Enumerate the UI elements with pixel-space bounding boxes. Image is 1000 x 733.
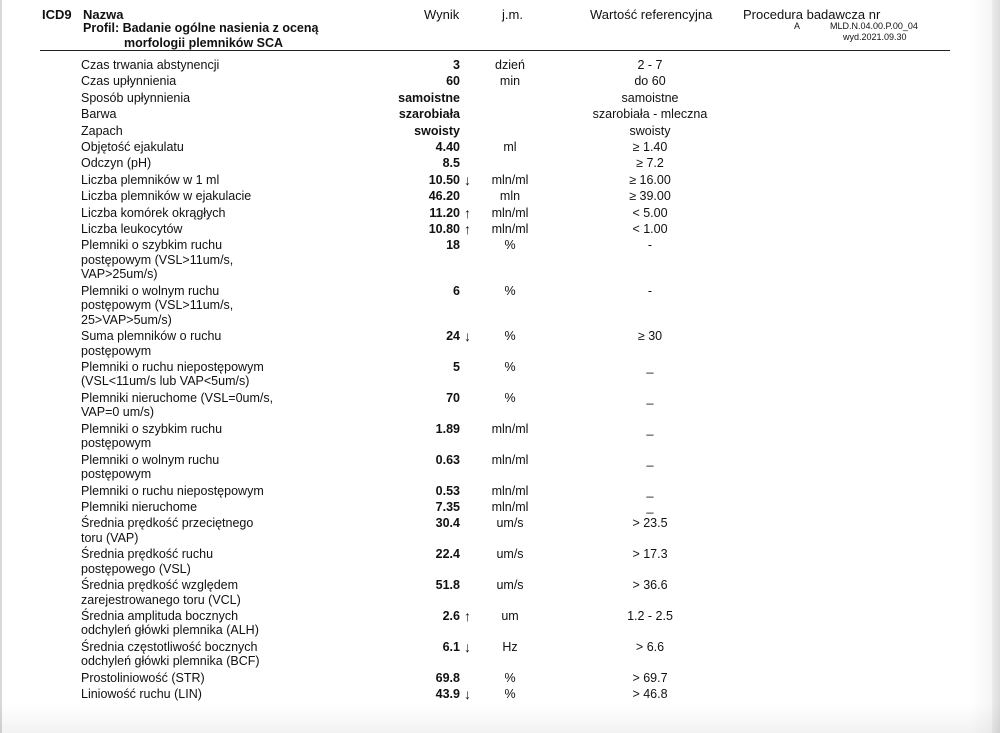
result-name	[81, 238, 311, 282]
result-unit: %	[504, 283, 516, 298]
result-value: 18	[446, 238, 460, 253]
results-table	[0, 58, 1000, 704]
arrow-up-icon: ↑	[464, 204, 471, 221]
result-name-line: postępowym	[81, 343, 152, 358]
result-reference: szarobiała - mleczna	[592, 107, 708, 122]
result-value: 69.8	[435, 670, 460, 685]
result-name	[81, 453, 311, 482]
result-name-line: Czas trwania abstynencji	[81, 58, 220, 72]
result-value: 70	[446, 390, 460, 405]
result-unit: %	[504, 670, 516, 685]
result-unit: mln/ml	[491, 172, 529, 187]
result-name-line: Plemniki o wolnym ruchu	[81, 452, 220, 467]
result-reference: _	[646, 421, 654, 436]
result-name-line: postępowym (VSL>11um/s,	[81, 298, 234, 313]
arrow-down-icon: ↓	[464, 171, 471, 188]
procedure-a: A	[794, 21, 801, 31]
result-value: szarobiała	[398, 107, 460, 122]
result-name	[81, 222, 311, 237]
result-value: 10.80	[428, 221, 460, 236]
result-name-line: Prostoliniowość (STR)	[81, 670, 205, 685]
arrow-up-icon: ↑	[464, 220, 471, 237]
result-unit: mln/ml	[491, 483, 529, 498]
result-reference: ≥ 39.00	[629, 189, 671, 204]
result-name	[81, 484, 311, 499]
result-name-line: Objętość ejakulatu	[81, 139, 184, 154]
result-unit: um/s	[496, 516, 524, 531]
result-name	[81, 329, 311, 358]
result-name-line: Liczba komórek okrągłych	[81, 205, 226, 220]
result-name-line: Plemniki nieruchome	[81, 499, 198, 514]
result-row	[0, 156, 1000, 172]
result-reference: < 5.00	[632, 205, 668, 220]
result-value: 10.50	[428, 172, 460, 187]
result-unit: mln/ml	[491, 205, 529, 220]
result-unit: dzień	[495, 58, 525, 72]
result-reference: > 23.5	[632, 516, 668, 531]
result-name	[81, 107, 311, 122]
result-name	[81, 640, 311, 669]
header-reference: Wartość referencyjna	[590, 7, 713, 22]
result-reference: 1.2 - 2.5	[627, 608, 673, 623]
header-procedure: Procedura badawcza nr	[743, 7, 881, 22]
result-name-line: Plemniki o ruchu niepostępowym	[81, 359, 264, 374]
arrow-down-icon: ↓	[464, 328, 471, 345]
result-name-line: Odczyn (pH)	[81, 156, 152, 171]
result-name-line: Plemniki o ruchu niepostępowym	[81, 483, 264, 498]
result-row	[0, 687, 1000, 703]
result-reference: ≥ 16.00	[629, 172, 671, 187]
result-reference: > 6.6	[635, 639, 665, 654]
result-row	[0, 578, 1000, 609]
result-reference: ≥ 7.2	[636, 156, 664, 171]
result-unit: %	[504, 329, 516, 344]
result-value: 6	[453, 283, 460, 298]
result-name-line: Plemniki o wolnym ruchu	[81, 283, 220, 298]
result-name	[81, 140, 311, 155]
result-name-line: Średnia częstotliwość bocznych	[81, 639, 258, 654]
result-value: 46.20	[428, 189, 460, 204]
result-unit: ml	[503, 139, 517, 154]
result-value: 1.89	[435, 421, 460, 436]
result-name	[81, 609, 311, 638]
result-row	[0, 453, 1000, 484]
procedure-date: wyd.2021.09.30	[843, 32, 907, 42]
result-value: 2.6	[442, 608, 460, 623]
result-row	[0, 189, 1000, 205]
result-name	[81, 189, 311, 204]
result-value: 51.8	[435, 578, 460, 593]
result-name	[81, 500, 311, 515]
result-row	[0, 58, 1000, 74]
result-unit: um/s	[496, 578, 524, 593]
result-row	[0, 284, 1000, 329]
result-row	[0, 173, 1000, 189]
result-unit: mln/ml	[491, 421, 529, 436]
result-row	[0, 422, 1000, 453]
result-name-line: postępowym (VSL>11um/s,	[81, 252, 234, 267]
result-name-line: zarejestrowanego toru (VCL)	[81, 592, 241, 607]
page-bottom-shade	[0, 703, 1000, 733]
result-value: 3	[453, 58, 460, 72]
result-name	[81, 58, 311, 73]
arrow-up-icon: ↑	[464, 607, 471, 624]
result-reference: > 46.8	[632, 687, 668, 702]
result-row	[0, 500, 1000, 516]
result-name-line: VAP>25um/s)	[81, 267, 158, 282]
result-name-line: postępowym	[81, 436, 152, 451]
result-name	[81, 91, 311, 106]
result-name	[81, 74, 311, 89]
header-wynik: Wynik	[424, 7, 460, 22]
result-name-line: toru (VAP)	[81, 530, 139, 545]
result-reference: _	[646, 452, 654, 467]
result-name	[81, 391, 311, 420]
result-name-line: Plemniki o szybkim ruchu	[81, 238, 223, 253]
result-name-line: odchyleń główki plemnika (ALH)	[81, 623, 259, 638]
result-value: 5	[453, 359, 460, 374]
header-nazwa: Nazwa	[83, 7, 124, 22]
result-name-line: Suma plemników o ruchu	[81, 329, 222, 344]
result-name	[81, 547, 311, 576]
result-row	[0, 222, 1000, 238]
result-name-line: Plemniki nieruchome (VSL=0um/s,	[81, 390, 274, 405]
result-value: 7.35	[435, 499, 460, 514]
result-reference: > 69.7	[632, 670, 668, 685]
result-unit: %	[504, 359, 516, 374]
result-name	[81, 671, 311, 686]
result-reference: samoistne	[621, 90, 679, 105]
result-value: samoistne	[398, 90, 460, 105]
result-reference: < 1.00	[632, 221, 668, 236]
result-name-line: Średnia amplituda bocznych	[81, 608, 239, 623]
result-value: 4.40	[435, 139, 460, 154]
result-reference: _	[646, 499, 654, 514]
result-row	[0, 360, 1000, 391]
result-value: 60	[446, 74, 460, 89]
result-row	[0, 516, 1000, 547]
result-name-line: Plemniki o szybkim ruchu	[81, 421, 223, 436]
header-rule	[40, 50, 950, 51]
profile-title-line2: morfologii plemników SCA	[124, 36, 284, 50]
result-row	[0, 547, 1000, 578]
header-icd: ICD9	[42, 7, 72, 22]
result-name	[81, 173, 311, 188]
result-reference: -	[647, 283, 653, 298]
result-value: 8.5	[442, 156, 460, 171]
result-unit: mln/ml	[491, 221, 529, 236]
result-unit: Hz	[502, 639, 518, 654]
result-name	[81, 516, 311, 545]
result-name	[81, 687, 311, 702]
procedure-code: MLD.N.04.00.P.00_04	[830, 21, 918, 31]
profile-title-line1: Profil: Badanie ogólne nasienia z oceną	[83, 21, 319, 35]
result-name-line: 25>VAP>5um/s)	[81, 312, 172, 327]
result-name-line: Czas upłynnienia	[81, 74, 177, 89]
result-name	[81, 422, 311, 451]
result-name-line: Średnia prędkość ruchu	[81, 547, 214, 562]
result-name-line: Sposób upłynnienia	[81, 90, 191, 105]
result-unit: min	[499, 74, 521, 89]
result-name	[81, 284, 311, 328]
result-value: 11.20	[429, 205, 460, 220]
result-unit: um	[501, 608, 519, 623]
result-name-line: (VSL<11um/s lub VAP<5um/s)	[81, 374, 250, 389]
result-name-line: Średnia prędkość względem	[81, 578, 239, 593]
result-reference: > 17.3	[632, 547, 668, 562]
result-value: swoisty	[414, 123, 460, 138]
result-row	[0, 74, 1000, 90]
result-reference: ≥ 30	[637, 329, 663, 344]
result-name-line: VAP=0 um/s)	[81, 405, 155, 420]
result-name	[81, 360, 311, 389]
result-unit: mln	[499, 189, 521, 204]
result-name	[81, 206, 311, 221]
result-value: 0.63	[435, 452, 460, 467]
arrow-down-icon: ↓	[464, 638, 471, 655]
result-value: 43.9	[435, 687, 460, 702]
result-row	[0, 671, 1000, 687]
result-name-line: postępowego (VSL)	[81, 561, 191, 576]
result-unit: mln/ml	[491, 452, 529, 467]
result-value: 6.1	[442, 639, 460, 654]
result-name-line: Liczba leukocytów	[81, 221, 183, 236]
result-unit: %	[504, 238, 516, 253]
result-value: 0.53	[435, 483, 460, 498]
result-reference: do 60	[634, 74, 666, 89]
result-name-line: Liczba plemników w ejakulacie	[81, 189, 252, 204]
result-reference: swoisty	[629, 123, 671, 138]
result-name-line: odchyleń główki plemnika (BCF)	[81, 654, 260, 669]
result-row	[0, 140, 1000, 156]
result-row	[0, 206, 1000, 222]
result-name	[81, 156, 311, 171]
result-reference: > 36.6	[632, 578, 668, 593]
result-unit: %	[504, 687, 516, 702]
result-row	[0, 609, 1000, 640]
result-value: 24	[446, 329, 460, 344]
result-name-line: Zapach	[81, 123, 123, 138]
result-reference: _	[646, 483, 654, 498]
result-row	[0, 484, 1000, 500]
header-jm: j.m.	[502, 7, 523, 22]
result-reference: _	[646, 359, 654, 374]
result-row	[0, 107, 1000, 123]
result-unit: mln/ml	[491, 499, 529, 514]
result-name-line: postępowym	[81, 467, 152, 482]
result-reference: -	[647, 238, 653, 253]
result-name-line: Barwa	[81, 107, 117, 122]
result-name-line: Średnia prędkość przeciętnego	[81, 516, 254, 531]
result-row	[0, 238, 1000, 283]
result-value: 30.4	[435, 516, 460, 531]
result-value: 22.4	[435, 547, 460, 562]
result-reference: 2 - 7	[637, 58, 663, 72]
result-name-line: Liniowość ruchu (LIN)	[81, 687, 202, 702]
result-row	[0, 124, 1000, 140]
result-row	[0, 640, 1000, 671]
result-row	[0, 329, 1000, 360]
result-reference: _	[646, 390, 654, 405]
result-name	[81, 124, 311, 139]
result-unit: um/s	[496, 547, 524, 562]
result-name-line: Liczba plemników w 1 ml	[81, 172, 220, 187]
result-unit: %	[504, 390, 516, 405]
profile-title	[83, 21, 318, 51]
result-row	[0, 91, 1000, 107]
result-row	[0, 391, 1000, 422]
result-name	[81, 578, 311, 607]
result-reference: ≥ 1.40	[632, 139, 668, 154]
arrow-down-icon: ↓	[464, 686, 471, 703]
